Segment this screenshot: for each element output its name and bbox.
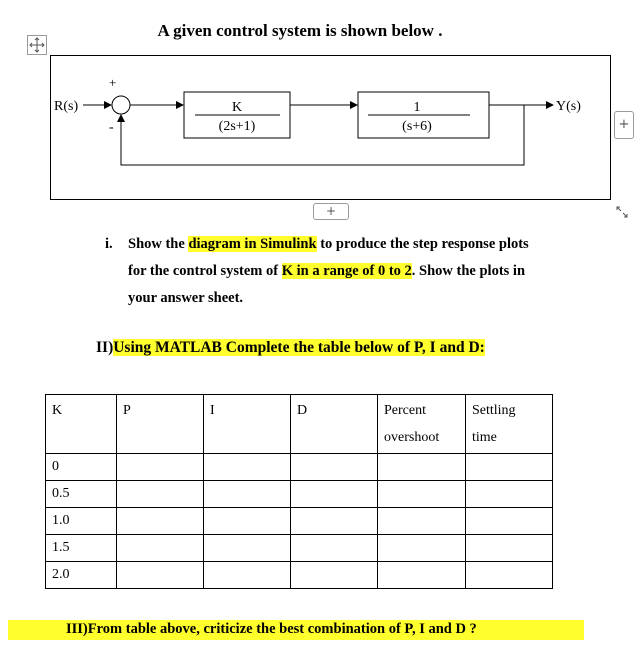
q1-highlight-simulink: diagram in Simulink <box>188 236 317 252</box>
add-row-button[interactable]: + <box>614 111 634 139</box>
question-1-number: i. <box>105 236 113 252</box>
overshoot-cell[interactable] <box>378 508 466 535</box>
overshoot-cell[interactable] <box>378 454 466 481</box>
question-3: III)From table above, criticize the best combination of P, I and D ? <box>66 621 477 637</box>
output-label: Y(s) <box>556 99 581 114</box>
q1-text-3: for the control system of <box>128 263 282 279</box>
add-column-button[interactable]: + <box>313 203 349 220</box>
page-title: A given control system is shown below . <box>157 21 443 40</box>
settling-cell[interactable] <box>466 508 553 535</box>
i-cell[interactable] <box>204 562 291 589</box>
block-1-numerator: K <box>231 100 243 115</box>
header-k: K <box>46 395 117 454</box>
q1-text-1: Show the <box>128 236 189 252</box>
overshoot-cell[interactable] <box>378 535 466 562</box>
table-header-row <box>46 395 553 454</box>
input-label: R(s) <box>54 99 79 114</box>
block-2-numerator: 1 <box>413 100 421 115</box>
d-cell[interactable] <box>291 562 378 589</box>
sum-plus-sign: + <box>109 75 117 90</box>
sum-minus-sign: - <box>109 120 114 135</box>
question-2 <box>96 339 485 357</box>
p-cell[interactable] <box>117 508 204 535</box>
i-cell[interactable] <box>204 508 291 535</box>
q1-text-2: to produce the step response plots <box>316 236 529 252</box>
question-2-highlight: Using MATLAB Complete the table below of P, I and D: <box>113 339 485 356</box>
settling-cell[interactable] <box>466 481 553 508</box>
overshoot-cell[interactable] <box>378 481 466 508</box>
q1-highlight-k-range: K in a range of 0 to 2 <box>281 263 412 279</box>
table-row <box>46 562 553 589</box>
i-cell[interactable] <box>204 535 291 562</box>
q1-text-4: . Show the plots in <box>411 263 526 279</box>
table-row <box>46 481 553 508</box>
pid-table <box>45 394 553 589</box>
header-settling-time: Settling time <box>466 395 553 454</box>
k-value-cell: 0 <box>46 454 117 481</box>
p-cell[interactable] <box>117 535 204 562</box>
k-value-cell: 1.0 <box>46 508 117 535</box>
i-cell[interactable] <box>204 481 291 508</box>
question-1 <box>105 231 615 312</box>
settling-cell[interactable] <box>466 454 553 481</box>
settling-cell[interactable] <box>466 562 553 589</box>
header-percent-overshoot: Percent overshoot <box>378 395 466 454</box>
k-value-cell: 0.5 <box>46 481 117 508</box>
k-value-cell: 2.0 <box>46 562 117 589</box>
d-cell[interactable] <box>291 454 378 481</box>
question-2-prefix: II) <box>96 339 114 356</box>
overshoot-cell[interactable] <box>378 562 466 589</box>
d-cell[interactable] <box>291 481 378 508</box>
q1-text-5: your answer sheet. <box>128 290 244 306</box>
table-row <box>46 508 553 535</box>
d-cell[interactable] <box>291 508 378 535</box>
p-cell[interactable] <box>117 481 204 508</box>
header-d: D <box>291 395 378 454</box>
i-cell[interactable] <box>204 454 291 481</box>
header-i: I <box>204 395 291 454</box>
block-diagram <box>50 55 611 200</box>
settling-cell[interactable] <box>466 535 553 562</box>
p-cell[interactable] <box>117 454 204 481</box>
summing-junction <box>112 96 130 114</box>
table-row <box>46 535 553 562</box>
resize-icon[interactable] <box>613 203 631 221</box>
block-2-denominator: (s+6) <box>402 119 432 134</box>
move-handle-icon[interactable] <box>27 35 47 55</box>
table-row <box>46 454 553 481</box>
block-1-denominator: (2s+1) <box>218 119 256 134</box>
d-cell[interactable] <box>291 535 378 562</box>
k-value-cell: 1.5 <box>46 535 117 562</box>
header-p: P <box>117 395 204 454</box>
p-cell[interactable] <box>117 562 204 589</box>
